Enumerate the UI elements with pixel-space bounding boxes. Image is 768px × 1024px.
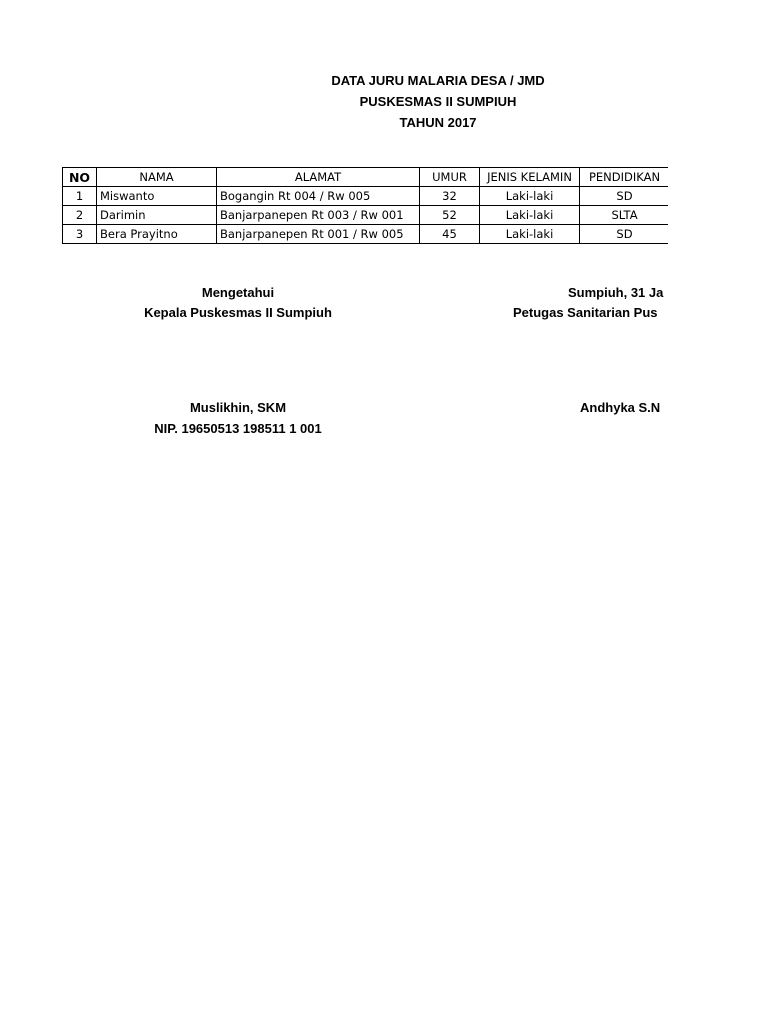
cell-jenis-kelamin: Laki-laki <box>480 225 580 244</box>
cell-no: 1 <box>63 187 97 206</box>
header-pendidikan: PENDIDIKAN <box>580 168 670 187</box>
left-signer-nip: NIP. 19650513 198511 1 001 <box>154 421 322 436</box>
left-signer-name: Muslikhin, SKM <box>189 400 287 415</box>
document-title <box>0 70 768 133</box>
cell-nama: Darimin <box>97 206 217 225</box>
cell-umur: 52 <box>420 206 480 225</box>
right-signer-name: Andhyka S.N <box>580 400 661 415</box>
cell-no: 2 <box>63 206 97 225</box>
cell-alamat: Bogangin Rt 004 / Rw 005 <box>217 187 420 206</box>
table-row <box>63 187 670 206</box>
title-line-3: TAHUN 2017 <box>399 115 477 130</box>
header-alamat: ALAMAT <box>217 168 420 187</box>
table-header-row <box>63 168 670 187</box>
cell-jenis-kelamin: Laki-laki <box>480 187 580 206</box>
cell-umur: 32 <box>420 187 480 206</box>
header-nama: NAMA <box>97 168 217 187</box>
header-umur: UMUR <box>420 168 480 187</box>
cell-alamat: Banjarpanepen Rt 001 / Rw 005 <box>217 225 420 244</box>
title-line-1: DATA JURU MALARIA DESA / JMD <box>331 73 545 88</box>
header-jenis-kelamin: JENIS KELAMIN <box>480 168 580 187</box>
cell-nama: Miswanto <box>97 187 217 206</box>
acknowledge-label: Mengetahui <box>201 285 275 300</box>
cell-pendidikan: SD <box>580 225 670 244</box>
cell-pendidikan: SLTA <box>580 206 670 225</box>
place-date: Sumpiuh, 31 Ja <box>568 285 664 300</box>
page-clip-area <box>668 0 768 1024</box>
table-row <box>63 225 670 244</box>
right-signer-position: Petugas Sanitarian Pus <box>513 305 658 320</box>
cell-alamat: Banjarpanepen Rt 003 / Rw 001 <box>217 206 420 225</box>
cell-umur: 45 <box>420 225 480 244</box>
header-no: NO <box>63 168 97 187</box>
cell-pendidikan: SD <box>580 187 670 206</box>
table-row <box>63 206 670 225</box>
left-signer-position: Kepala Puskesmas II Sumpiuh <box>144 305 332 320</box>
cell-nama: Bera Prayitno <box>97 225 217 244</box>
jmd-data-table <box>62 167 670 244</box>
cell-jenis-kelamin: Laki-laki <box>480 206 580 225</box>
cell-no: 3 <box>63 225 97 244</box>
title-line-2: PUSKESMAS II SUMPIUH <box>359 94 517 109</box>
